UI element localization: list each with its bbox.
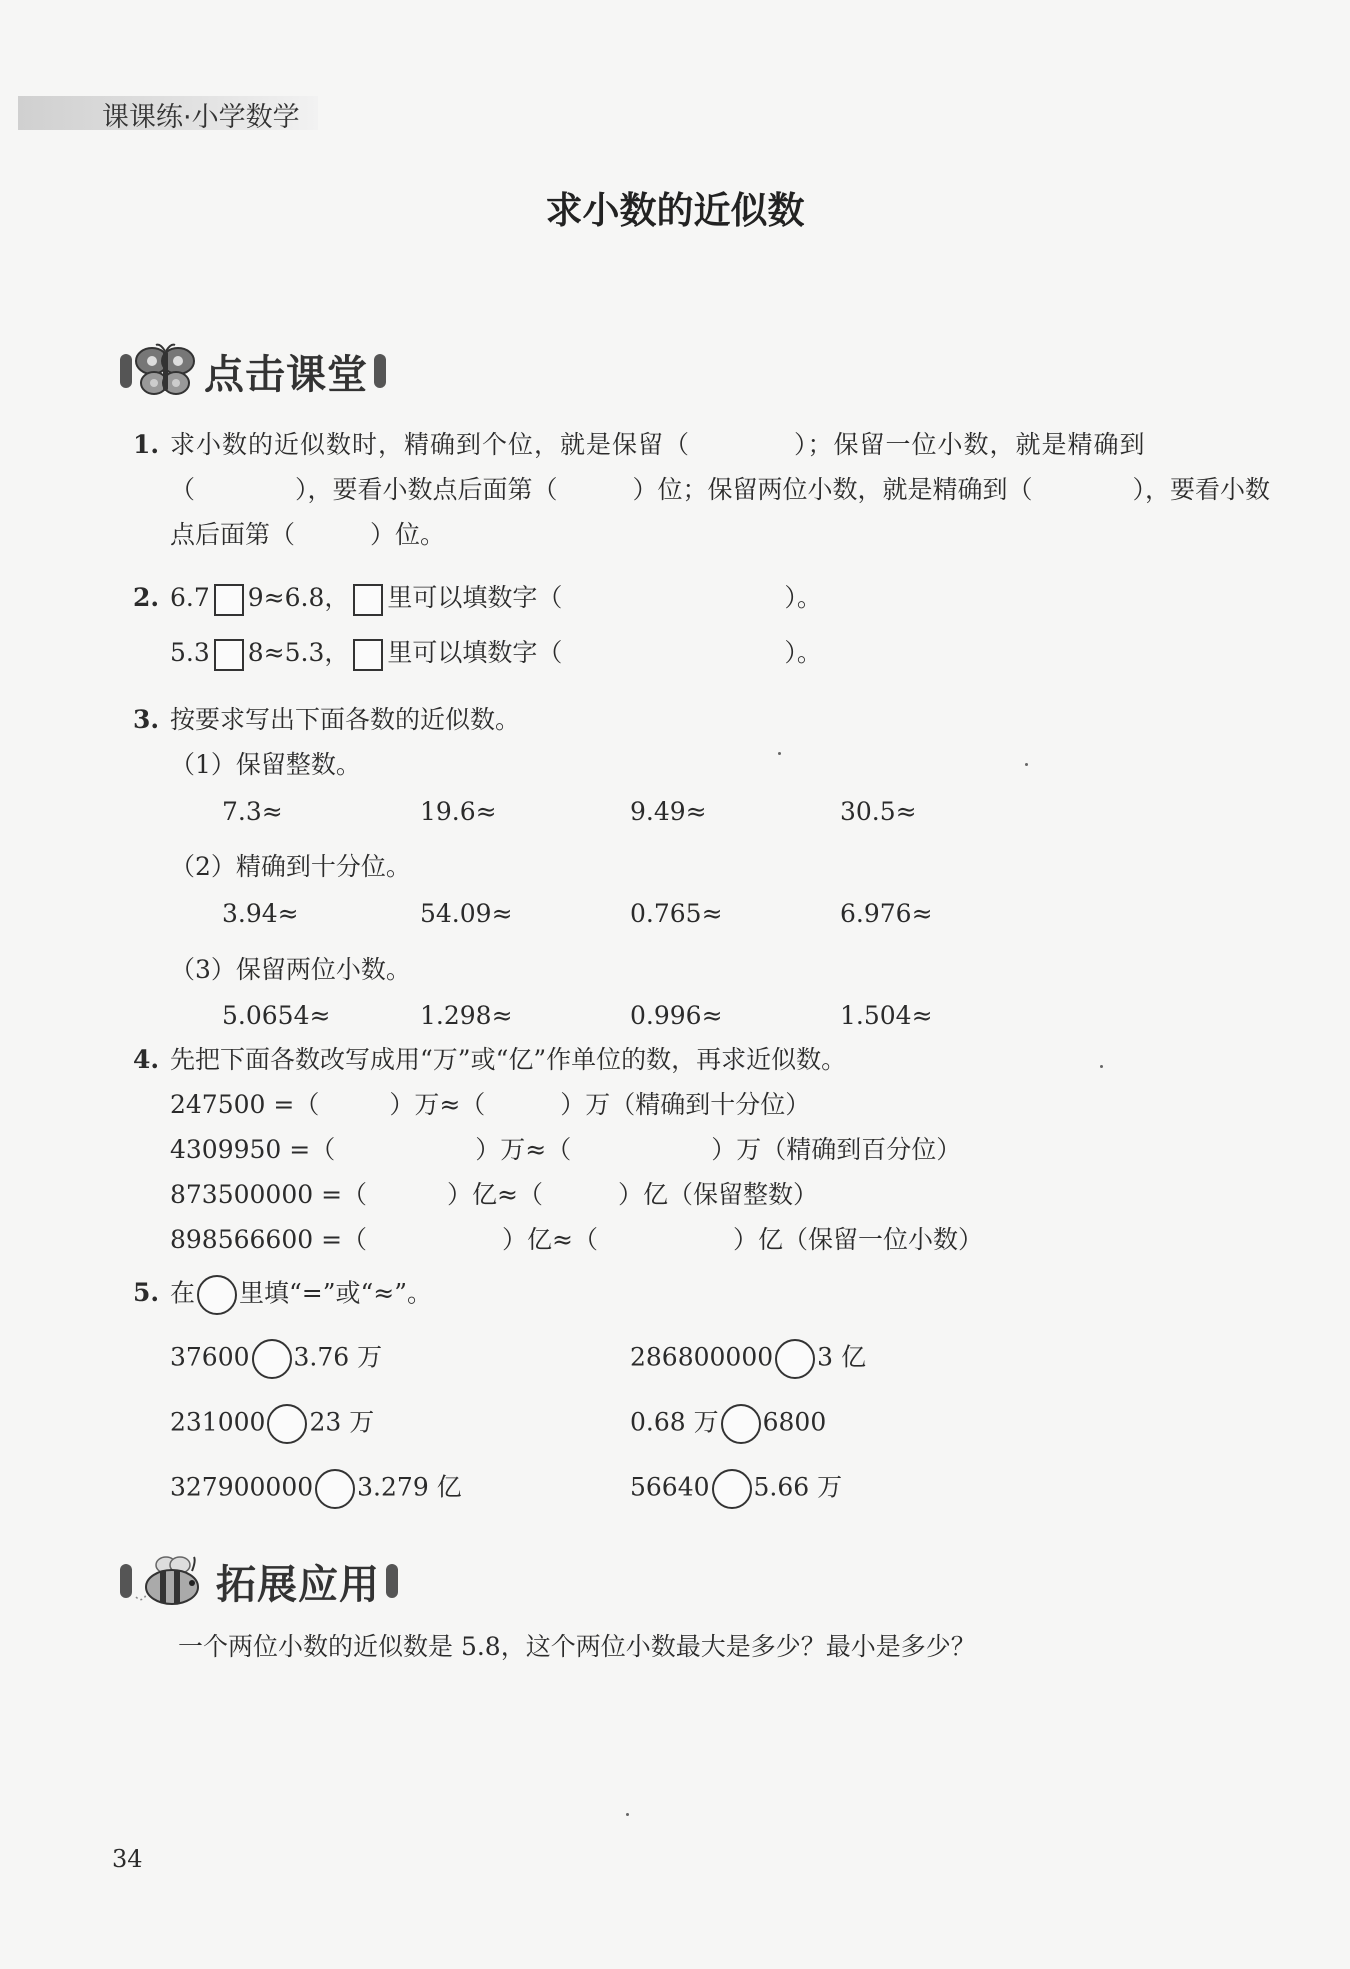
q4-row-end: ）万（精确到百分位）	[711, 1135, 962, 1164]
q5-item	[630, 1469, 842, 1509]
q3-part2-item: 54.09≈	[420, 899, 513, 928]
q1-line2: （ ），要看小数点后面第（ ）位；保留两位小数，就是精确到（ ），要看小数	[170, 475, 1271, 504]
q3-part1-item: 30.5≈	[840, 797, 917, 826]
q2-row1-close: ）。	[784, 583, 822, 612]
q1-line1: 求小数的近似数时，精确到个位，就是保留（ ）；保留一位小数，就是精确到	[170, 430, 1146, 459]
scan-speck	[1100, 1065, 1103, 1068]
q5-answer-circle[interactable]	[315, 1469, 355, 1509]
q1-number: 1.	[133, 430, 160, 459]
q5-left-value: 0.68 万	[630, 1407, 719, 1437]
q1-line3: 点后面第（ ）位。	[170, 520, 446, 549]
q5-answer-circle[interactable]	[712, 1469, 752, 1509]
q5-right-value: 3.279 亿	[357, 1472, 462, 1502]
q4-row-end: ）亿（保留整数）	[618, 1180, 819, 1209]
q3-part3-label: （3）保留两位小数。	[170, 955, 411, 984]
q5-item	[170, 1339, 382, 1379]
scan-speck	[778, 752, 781, 755]
section-title-extension: 拓展应用	[216, 1561, 380, 1608]
q4-row-mid: ）万≈（	[389, 1090, 486, 1119]
q3-part2-item: 3.94≈	[222, 899, 299, 928]
q2-row2-prompt: 里可以填数字（	[387, 638, 563, 667]
q5-right-value: 3 亿	[817, 1342, 867, 1372]
scan-speck	[626, 1813, 629, 1816]
q2-row2-number-start: 5.3	[170, 638, 210, 667]
q5-left-value: 37600	[170, 1342, 250, 1372]
q4-row-start: 898566600 =（	[170, 1225, 368, 1254]
q4-row-end: ）亿（保留一位小数）	[733, 1225, 984, 1254]
banner-left-cap	[120, 1564, 132, 1598]
q3-part3-item: 0.996≈	[630, 1001, 723, 1030]
q5-text-post: 里填“=”或“≈”。	[239, 1278, 433, 1308]
q5-left-value: 231000	[170, 1407, 266, 1437]
page-title: 求小数的近似数	[545, 189, 805, 232]
q4-number: 4.	[133, 1045, 160, 1074]
q3-part3-item: 5.0654≈	[222, 1001, 331, 1030]
q3-part1-item: 7.3≈	[222, 797, 283, 826]
q4-row-start: 873500000 =（	[170, 1180, 368, 1209]
q3-part1-label: （1）保留整数。	[170, 750, 361, 779]
q4-row-mid: ）亿≈（	[447, 1180, 543, 1209]
q5-answer-circle[interactable]	[252, 1339, 292, 1379]
q2-row2-approx: 8≈5.3，	[247, 638, 350, 667]
q2-row2-close: ）。	[784, 638, 822, 667]
section-title-practice: 点击课堂	[204, 351, 368, 398]
q3-part2-item: 6.976≈	[840, 899, 933, 928]
q3-part3-item: 1.504≈	[840, 1001, 933, 1030]
q2-number: 2.	[133, 583, 160, 612]
butterfly-icon	[132, 343, 200, 399]
q4-row-end: ）万（精确到十分位）	[560, 1090, 811, 1119]
q5-answer-circle[interactable]	[721, 1404, 761, 1444]
q4-row-mid: ）亿≈（	[502, 1225, 598, 1254]
scan-speck	[1025, 763, 1028, 766]
q5-right-value: 6800	[762, 1407, 827, 1437]
q4-row	[170, 1090, 810, 1120]
q2-row1-number-start: 6.7	[170, 583, 210, 612]
q4-row-start: 247500 =（	[170, 1090, 320, 1119]
q5-item	[170, 1404, 374, 1444]
q3-part1-item: 19.6≈	[420, 797, 497, 826]
q3-text: 按要求写出下面各数的近似数。	[170, 705, 521, 734]
banner-left-cap	[120, 354, 132, 388]
q2-row1	[170, 583, 822, 616]
q5-number: 5.	[133, 1278, 160, 1307]
q4-row	[170, 1180, 818, 1210]
q4-row-start: 4309950 =（	[170, 1135, 336, 1164]
q5-item	[170, 1469, 462, 1509]
q2-row1-prompt: 里可以填数字（	[387, 583, 563, 612]
section-banner-practice	[120, 343, 386, 399]
q3-part3-item: 1.298≈	[420, 1001, 513, 1030]
banner-right-cap	[386, 1564, 398, 1598]
q3-part2-item: 0.765≈	[630, 899, 723, 928]
q5-right-value: 3.76 万	[293, 1342, 383, 1372]
bee-icon	[132, 1553, 212, 1609]
q5-text	[170, 1275, 432, 1315]
q3-part2-label: （2）精确到十分位。	[170, 852, 411, 881]
q5-item	[630, 1404, 826, 1444]
q5-answer-circle[interactable]	[267, 1404, 307, 1444]
q5-text-pre: 在	[170, 1278, 196, 1308]
q5-right-value: 5.66 万	[753, 1472, 843, 1502]
q5-item	[630, 1339, 866, 1379]
q2-row1-approx: 9≈6.8，	[247, 583, 350, 612]
section-banner-extension	[120, 1553, 398, 1609]
q4-row	[170, 1225, 983, 1255]
banner-right-cap	[374, 354, 386, 388]
q5-right-value: 23 万	[309, 1407, 375, 1437]
q2-row2-digit-box-ref	[353, 639, 383, 671]
q2-row1-digit-box[interactable]	[214, 584, 244, 616]
extension-question: 一个两位小数的近似数是 5.8，这个两位小数最大是多少？最小是多少？	[178, 1632, 976, 1661]
q2-row2-digit-box[interactable]	[214, 639, 244, 671]
q4-row	[170, 1135, 961, 1165]
q4-row-mid: ）万≈（	[475, 1135, 572, 1164]
q2-row2	[170, 638, 822, 671]
q3-part1-item: 9.49≈	[630, 797, 707, 826]
q5-left-value: 56640	[630, 1472, 710, 1502]
q2-row1-digit-box-ref	[353, 584, 383, 616]
q5-left-value: 327900000	[170, 1472, 314, 1502]
page-number: 34	[112, 1845, 143, 1873]
q5-circle-legend	[197, 1275, 237, 1315]
q4-text: 先把下面各数改写成用“万”或“亿”作单位的数，再求近似数。	[170, 1045, 847, 1074]
q5-answer-circle[interactable]	[775, 1339, 815, 1379]
q3-number: 3.	[133, 705, 160, 734]
book-header: 课课练·小学数学	[102, 102, 300, 133]
q5-left-value: 286800000	[630, 1342, 774, 1372]
